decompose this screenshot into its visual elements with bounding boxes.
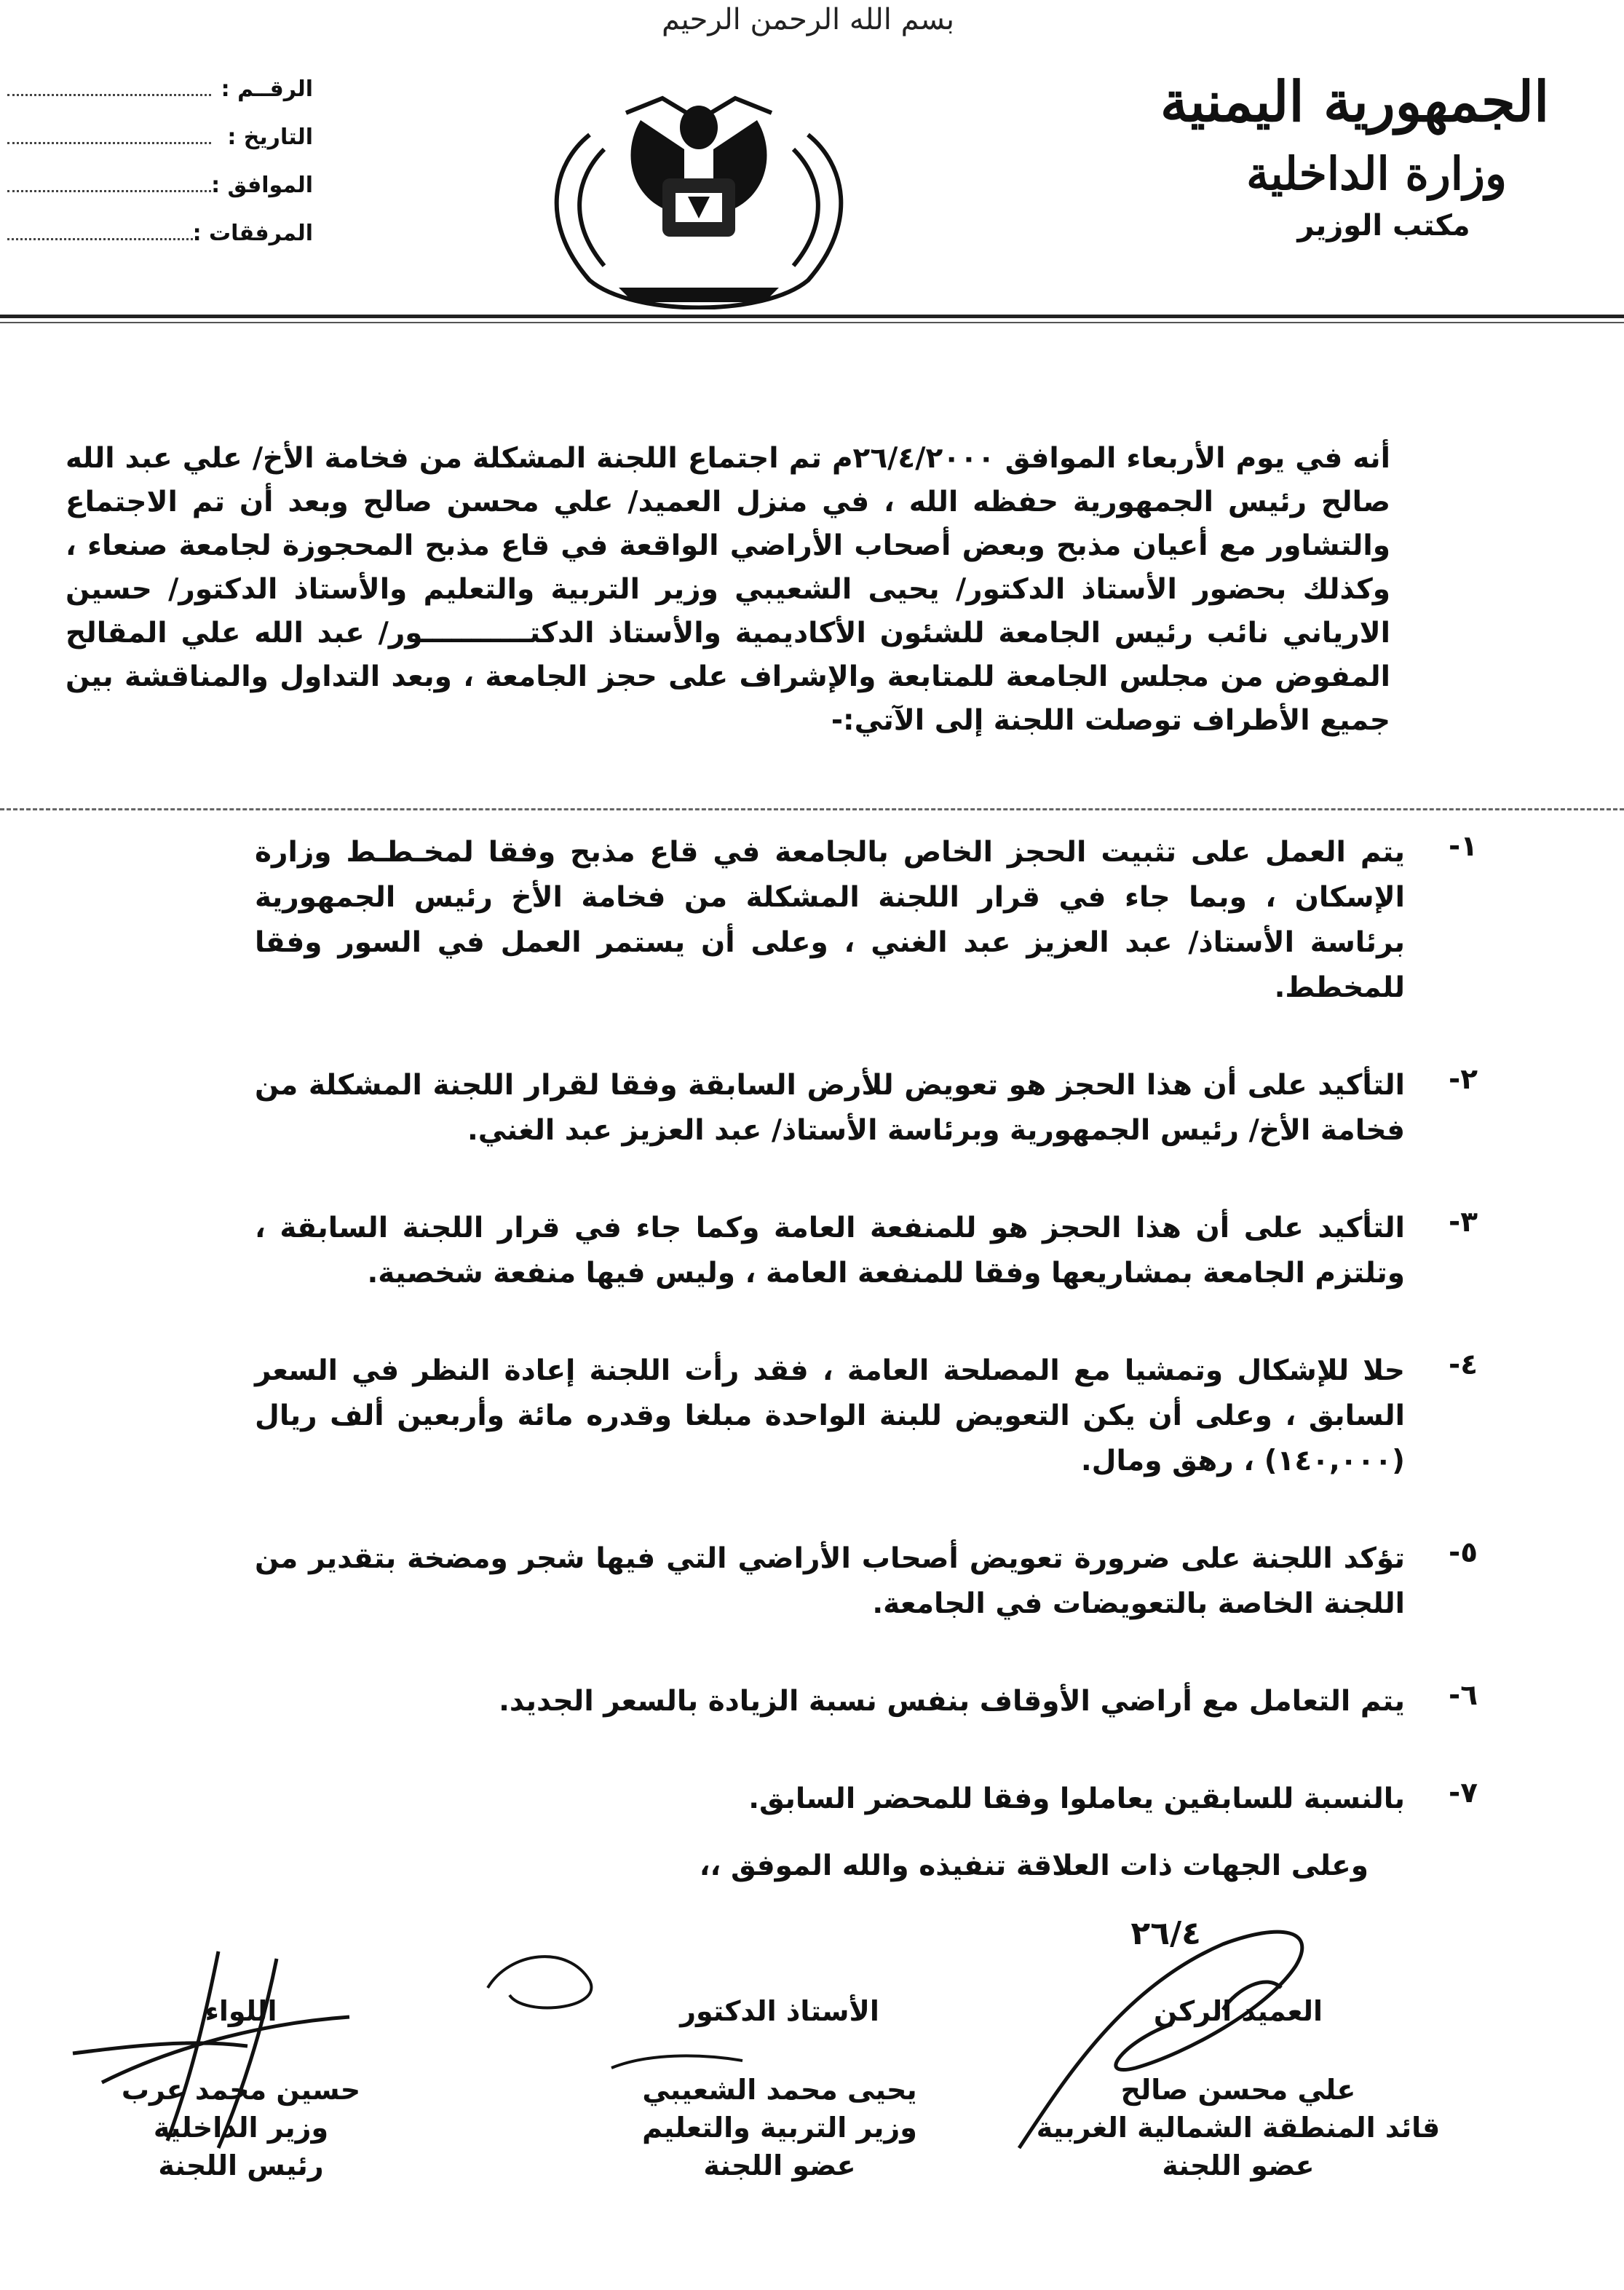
signatory-role: رئيس اللجنة	[158, 2149, 324, 2182]
dotted-line	[7, 125, 211, 144]
item-text: بالنسبة للسابقين يعاملوا وفقا للمحضر السابق.	[748, 1782, 1405, 1815]
list-item	[66, 1349, 1521, 1484]
list-item	[66, 1206, 1521, 1296]
dotted-line	[7, 76, 211, 96]
government-name: الجمهورية اليمنية	[1160, 69, 1550, 134]
list-item	[66, 1679, 1521, 1724]
government-letterhead	[1129, 69, 1580, 242]
item-number: ٣-	[1449, 1206, 1478, 1239]
dotted-line	[7, 221, 193, 240]
header-divider-thin	[0, 322, 1624, 323]
signatory-title: الأستاذ الدكتور	[680, 1995, 879, 2027]
reference-field-date	[0, 125, 313, 173]
corresponding-label: الموافق :	[211, 173, 313, 198]
resolutions-list	[66, 830, 1521, 1874]
closing-line: وعلى الجهات ذات العلاقة تنفيذه والله الموفق ،،	[699, 1849, 1368, 1882]
signatory-name: حسين محمد عرب	[121, 2074, 361, 2106]
signatory-role: عضو اللجنة	[703, 2149, 856, 2182]
signatory-role: عضو اللجنة	[1162, 2149, 1315, 2182]
signatory-name: علي محسن صالح	[1120, 2074, 1356, 2106]
signatory-title: اللواء	[205, 1995, 277, 2027]
office-name: مكتب الوزير	[1297, 209, 1470, 242]
intro-paragraph: أنه في يوم الأربعاء الموافق ٢٦/٤/٢٠٠٠م تم اجتماع اللجنة المشكلة من فخامة الأخ/ علي عبد الله صالح رئيس الجمهورية حفظه الله ، في منزل العميد/ علي محسن صالح وبعد أن تم الاجتماع والتشاور مع أعيان مذبح وبعض أصحاب الأراضي الواقعة في قاع مذبح المحجوزة لجامعة صنعاء ، وكذلك بحضور الأستاذ الدكتور/ يحيى الشعيبي وزير التربية والتعليم والأستاذ الدكتور/ حسين الارياني نائب رئيس الجامعة للشئون الأكاديمية والأستاذ الدكتـــــــــــور/ عبد الله علي المقالح المفوض من مجلس الجامعة للمتابعة والإشراف على حجز الجامعة ، وبعد التداول والمناقشة بين جميع الأطراف توصلت اللجنة إلى الآتي:-	[66, 442, 1390, 737]
item-number: ١-	[1449, 830, 1478, 863]
basmala: بسم الله الرحمن الرحيم	[661, 3, 955, 36]
header-divider	[0, 315, 1624, 318]
reference-label: الرقــم :	[221, 76, 313, 102]
list-item	[66, 830, 1521, 1011]
ministry-name: وزارة الداخلية	[1246, 147, 1507, 200]
list-item	[66, 1777, 1521, 1822]
section-divider	[0, 808, 1624, 810]
signature-chair	[37, 1995, 445, 2184]
signatory-name: يحيى محمد الشعيبي	[642, 2074, 917, 2106]
reference-field-corresponding	[0, 173, 313, 221]
item-text: يتم العمل على تثبيت الحجز الخاص بالجامعة في قاع مذبح وفقا لمخـطـط وزارة الإسكان ، وبما جاء في قرار اللجنة المشكلة من فخامة الأخ رئيس الجمهورية برئاسة الأستاذ/ عبد العزيز عبد الغني ، وعلى أن يستمر العمل في السور وفقا للمخطط.	[255, 836, 1405, 1004]
signature-member-2	[576, 1995, 983, 2184]
signatory-position: وزير التربية والتعليم	[642, 2112, 917, 2144]
signature-block	[0, 1915, 1624, 2286]
item-text: التأكيد على أن هذا الحجز هو تعويض للأرض السابقة وفقا لقرار اللجنة المشكلة من فخامة الأخ/ رئيس الجمهورية وبرئاسة الأستاذ/ عبد العزيز عبد الغني.	[255, 1069, 1405, 1147]
attachments-label: المرفقات :	[192, 221, 313, 246]
signatory-title: العميد الركن	[1153, 1995, 1323, 2027]
signatory-position: وزير الداخلية	[153, 2112, 329, 2144]
item-text: تؤكد اللجنة على ضرورة تعويض أصحاب الأراضي التي فيها شجر ومضخة بتقدير من اللجنة الخاصة بالتعويضات في الجامعة.	[255, 1542, 1405, 1620]
signature-date-note: ٢٦/٤	[1130, 1915, 1201, 1952]
reference-field-attachments	[0, 221, 313, 269]
item-number: ٢-	[1449, 1063, 1478, 1096]
reference-fields	[0, 76, 313, 269]
dotted-line	[7, 173, 211, 192]
eagle-emblem-icon	[510, 69, 888, 309]
signatory-position: قائد المنطقة الشمالية الغربية	[1036, 2112, 1441, 2144]
intro-section	[66, 437, 1390, 743]
item-number: ٥-	[1449, 1536, 1478, 1569]
date-label: التاريخ :	[227, 125, 313, 150]
reference-field-number	[0, 76, 313, 125]
list-item	[66, 1063, 1521, 1153]
item-number: ٧-	[1449, 1777, 1478, 1809]
item-number: ٤-	[1449, 1349, 1478, 1381]
item-number: ٦-	[1449, 1679, 1478, 1712]
item-text: التأكيد على أن هذا الحجز هو للمنفعة العامة وكما جاء في قرار اللجنة السابقة ، وتلتزم الجامعة بمشاريعها وفقا للمنفعة العامة ، وليس فيها منفعة شخصية.	[255, 1212, 1405, 1290]
list-item	[66, 1536, 1521, 1627]
item-text: حلا للإشكال وتمشيا مع المصلحة العامة ، فقد رأت اللجنة إعادة النظر في السعر السابق ، وعلى أن يكن التعويض للبنة الواحدة مبلغا وقدره مائة وأربعين ألف ريال (١٤٠,٠٠٠) ، رهق ومال.	[255, 1354, 1405, 1477]
signature-member-1	[1034, 1995, 1442, 2184]
item-text: يتم التعامل مع أراضي الأوقاف بنفس نسبة الزيادة بالسعر الجديد.	[499, 1685, 1405, 1718]
